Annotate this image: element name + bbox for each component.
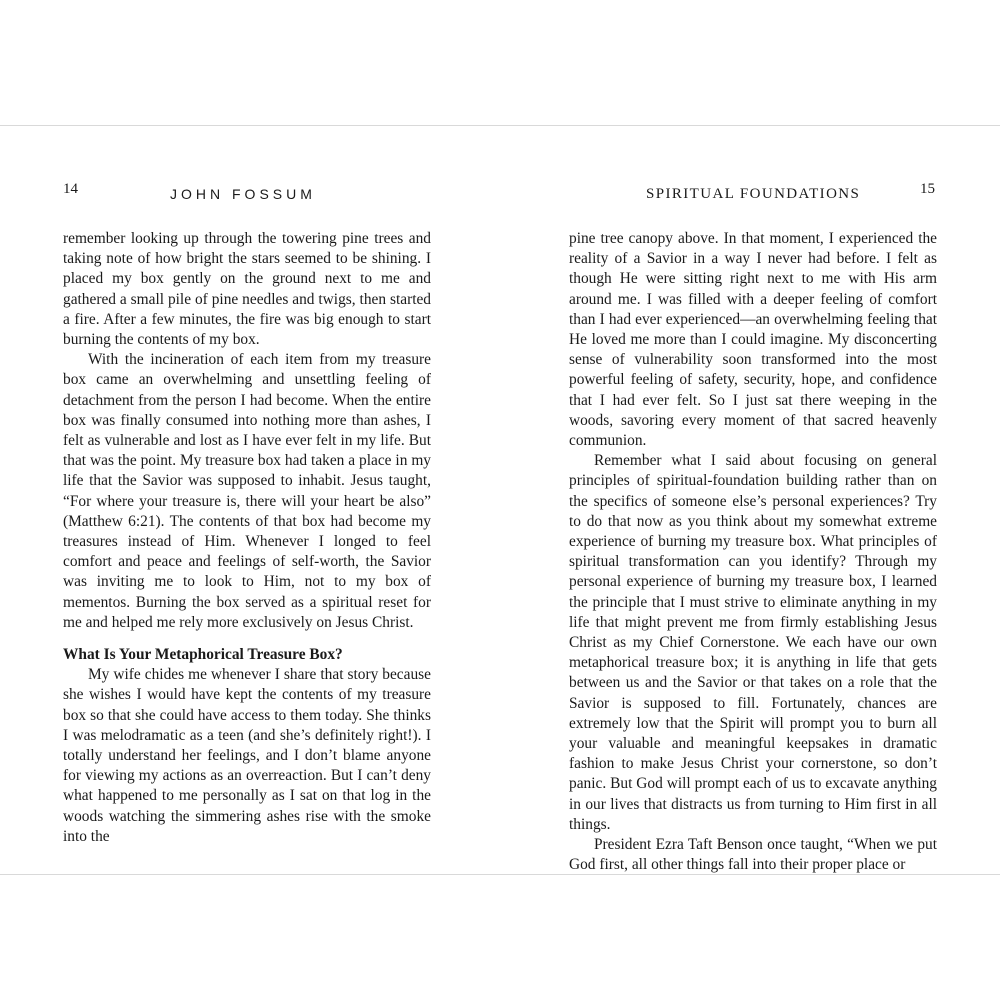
- right-page-number: 15: [920, 181, 935, 197]
- body-paragraph: pine tree canopy above. In that moment, I experienced the reality of a Savior in a way I never had before. I felt as though He were sitting right next to me with His arm around me. I was filled with a deeper feeling of comfort than I had ever experienced—an overwhelming feeling that He loved me more than I could imagine. My disconcerting sense of vulnerability soon transformed into the most powerful feeling of safety, security, hope, and confidence that I had ever felt. So I just sat there weeping in the woods, savoring every moment of that sacred heavenly communion.: [569, 230, 937, 450]
- body-paragraph: President Ezra Taft Benson once taught, “When we put God first, all other things fall into their proper place or: [569, 836, 937, 874]
- section-heading: What Is Your Metaphorical Treasure Box?: [63, 646, 343, 664]
- body-paragraph: Remember what I said about focusing on general principles of spiritual-foundation building rather than on the specifics of someone else’s personal experiences? Try to do that now as you think about my somewhat extreme experience of burning my treasure box. What principles of spiritual transformation can you identify? Through my personal experience of burning my treasure box, I learned the principle that I must strive to eliminate anything in my life that might prevent me from firmly establishing Jesus Christ as my Chief Cornerstone. We each have our own metaphorical treasure box; it is anything in life that gets between us and the Savior or that takes on a role that the Savior is supposed to fill. Fortunately, chances are extremely low that the Spirit will prompt you to burn all your valuable and meaningful keepsakes in dramatic fashion to make Jesus Christ your cornerstone, so don’t panic. But God will prompt each of us to excavate anything in our lives that distracts us from turning to Him first in all things.: [569, 452, 937, 833]
- right-page-body: [569, 229, 937, 876]
- left-page-number: 14: [63, 181, 78, 197]
- body-paragraph: My wife chides me whenever I share that story because she wishes I would have kept the contents of my treasure box so that she could have access to them today. She thinks I was melodramatic as a teen (and she’s definitely right!). I totally understand her feelings, and I don’t blame anyone for viewing my actions as an overreaction. But I can’t deny what happened to me personally as I sat on that log in the woods watching the simmering ashes rise with the smoke into the: [63, 666, 431, 845]
- left-page-body: [63, 229, 431, 847]
- body-paragraph: remember looking up through the towering pine trees and taking note of how bright the stars seemed to be shining. I placed my box gently on the ground next to me and gathered a small pile of pine needles and twigs, then started a fire. After a few minutes, the fire was big enough to start burning the contents of my box.: [63, 230, 431, 349]
- left-running-head: JOHN FOSSUM: [170, 186, 316, 202]
- body-paragraph: With the incineration of each item from my treasure box came an overwhelming and unsettling feeling of detachment from the person I had become. When the entire box was finally consumed into nothing more than ashes, I felt as vulnerable and lost as I have ever felt in my life. But that was the point. My treasure box had taken a place in my life that the Savior was supposed to inhabit. Jesus taught, “For where your treasure is, there will your heart be also” (Matthew 6:21). The contents of that box had become my treasures instead of Him. Whenever I longed to feel comfort and peace and feelings of self-worth, the Savior was inviting me to look to Him, not to my box of mementos. Burning the box served as a spiritual reset for me and helped me rely more exclusively on Jesus Christ.: [63, 351, 431, 631]
- right-running-head: SPIRITUAL FOUNDATIONS: [646, 186, 861, 202]
